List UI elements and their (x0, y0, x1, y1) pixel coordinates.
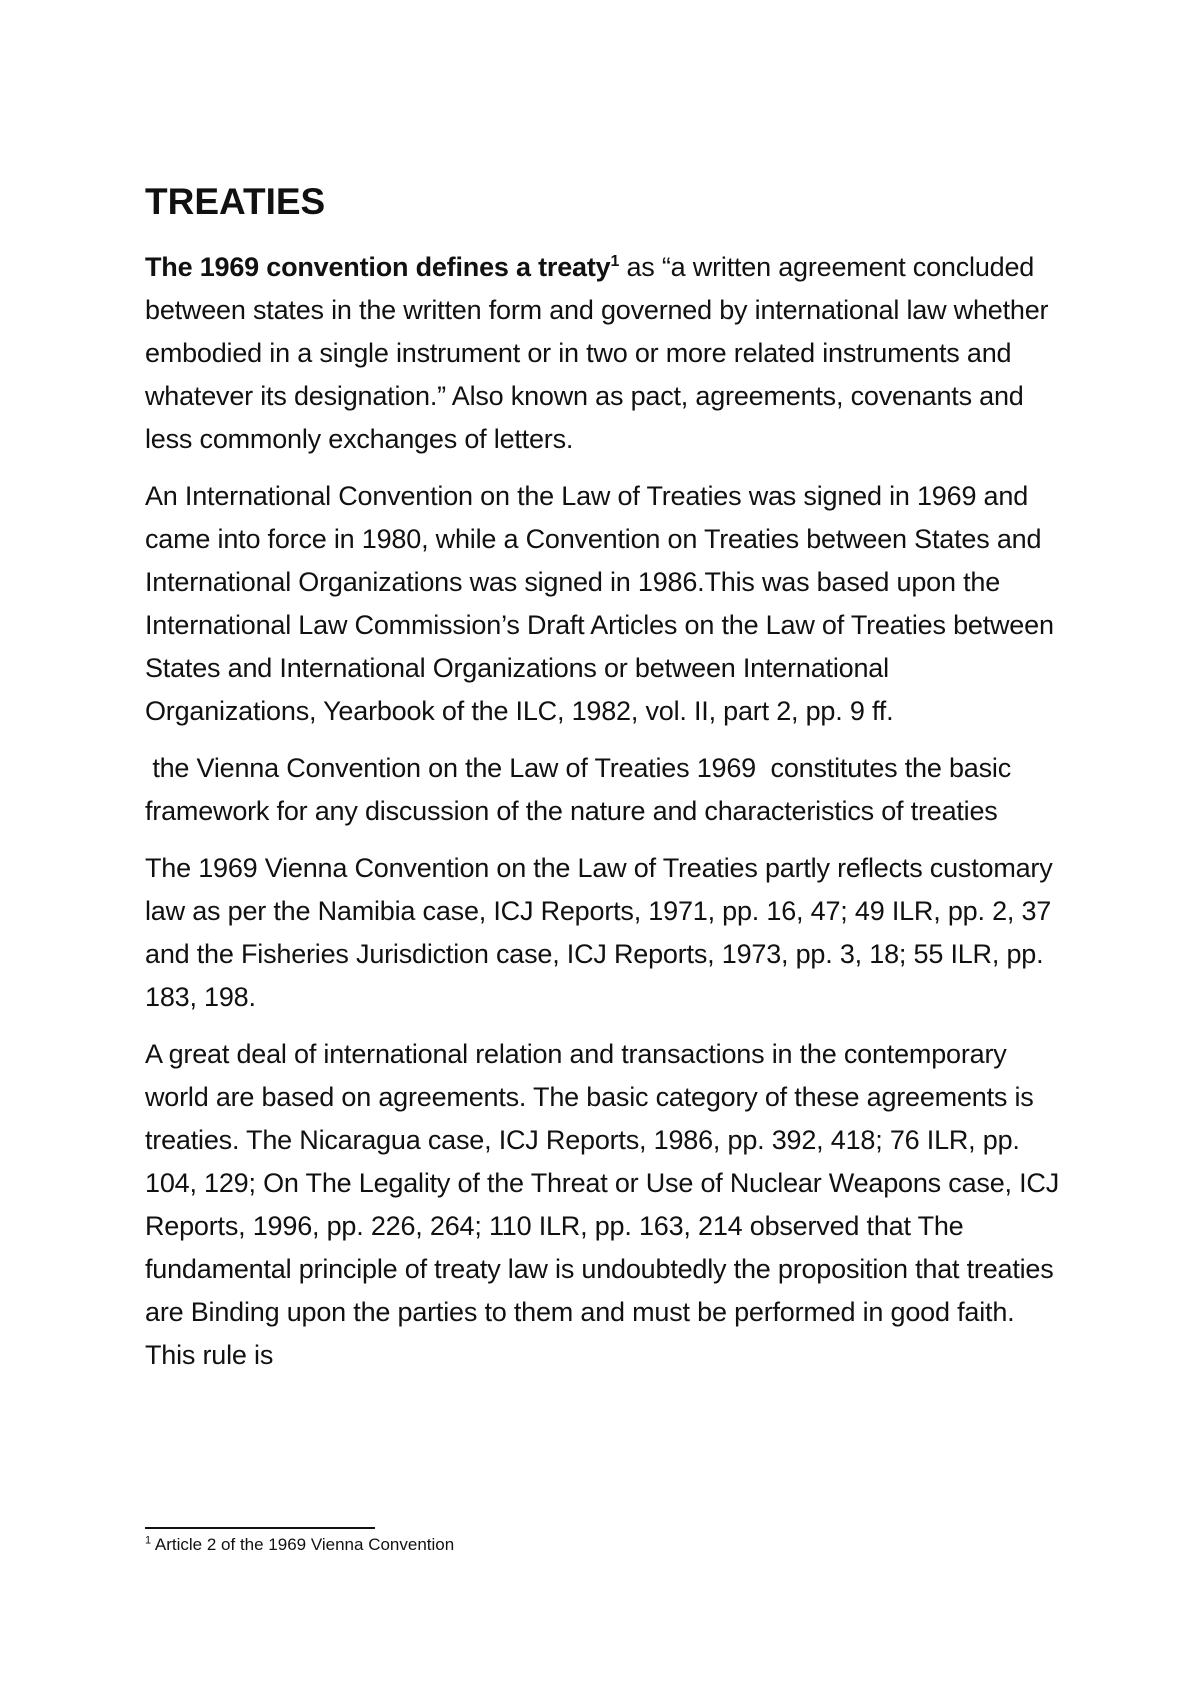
document-page (145, 180, 1065, 1391)
paragraph-convention-history: An International Convention on the Law of Treaties was signed in 1969 and came into force in 1980, while a Convention on Treaties between States and International Organizations was signed in 1986.This was based upon the International Law Commission’s Draft Articles on the Law of Treaties between States and International Organizations or between International Organizations, Yearbook of the ILC, 1982, vol. II, part 2, pp. 9 ff. (145, 481, 1054, 727)
paragraph-customary-law: The 1969 Vienna Convention on the Law of Treaties partly reflects customary law as per the Namibia case, ICJ Reports, 1971, pp. 16, 47; 49 ILR, pp. 2, 37 and the Fisheries Jurisdiction case, ICJ Reports, 1973, pp. 3, 18; 55 ILR, pp. 183, 198. (145, 853, 1053, 1013)
footnote-separator (145, 1527, 375, 1529)
paragraph-agreements: A great deal of international relation and transactions in the contemporary world are based on agreements. The basic category of these agreements is treaties. The Nicaragua case, ICJ Reports, 1986, pp. 392, 418; 76 ILR, pp. 104, 129; On The Legality of the Threat or Use of Nuclear Weapons case, ICJ Reports, 1996, pp. 226, 264; 110 ILR, pp. 163, 214 observed that The fundamental principle of treaty law is undoubtedly the proposition that treaties are Binding upon the parties to them and must be performed in good faith. This rule is (145, 1039, 1060, 1371)
paragraph-definition (145, 246, 1065, 461)
paragraph-vienna-framework: the Vienna Convention on the Law of Treaties 1969 constitutes the basic framework for any discussion of the nature and characteristics of treaties (145, 753, 1019, 827)
footnote-area (145, 1527, 1065, 1557)
footnote-text: Article 2 of the 1969 Vienna Convention (151, 1535, 455, 1554)
paragraph-text: as “a written agreement concluded between states in the written form and governed by international law whether embodied in a single instrument or in two or more related instruments and whatever its designation.” Also known as pact, agreements, covenants and less commonly exchanges of letters. (145, 252, 1049, 455)
footnote-marker: 1 (145, 1534, 152, 1547)
footnote-reference[interactable]: 1 (610, 253, 620, 271)
footnote (145, 1533, 1065, 1557)
page-title: TREATIES (145, 181, 326, 222)
paragraph-lead: The 1969 convention defines a treaty (145, 252, 611, 283)
